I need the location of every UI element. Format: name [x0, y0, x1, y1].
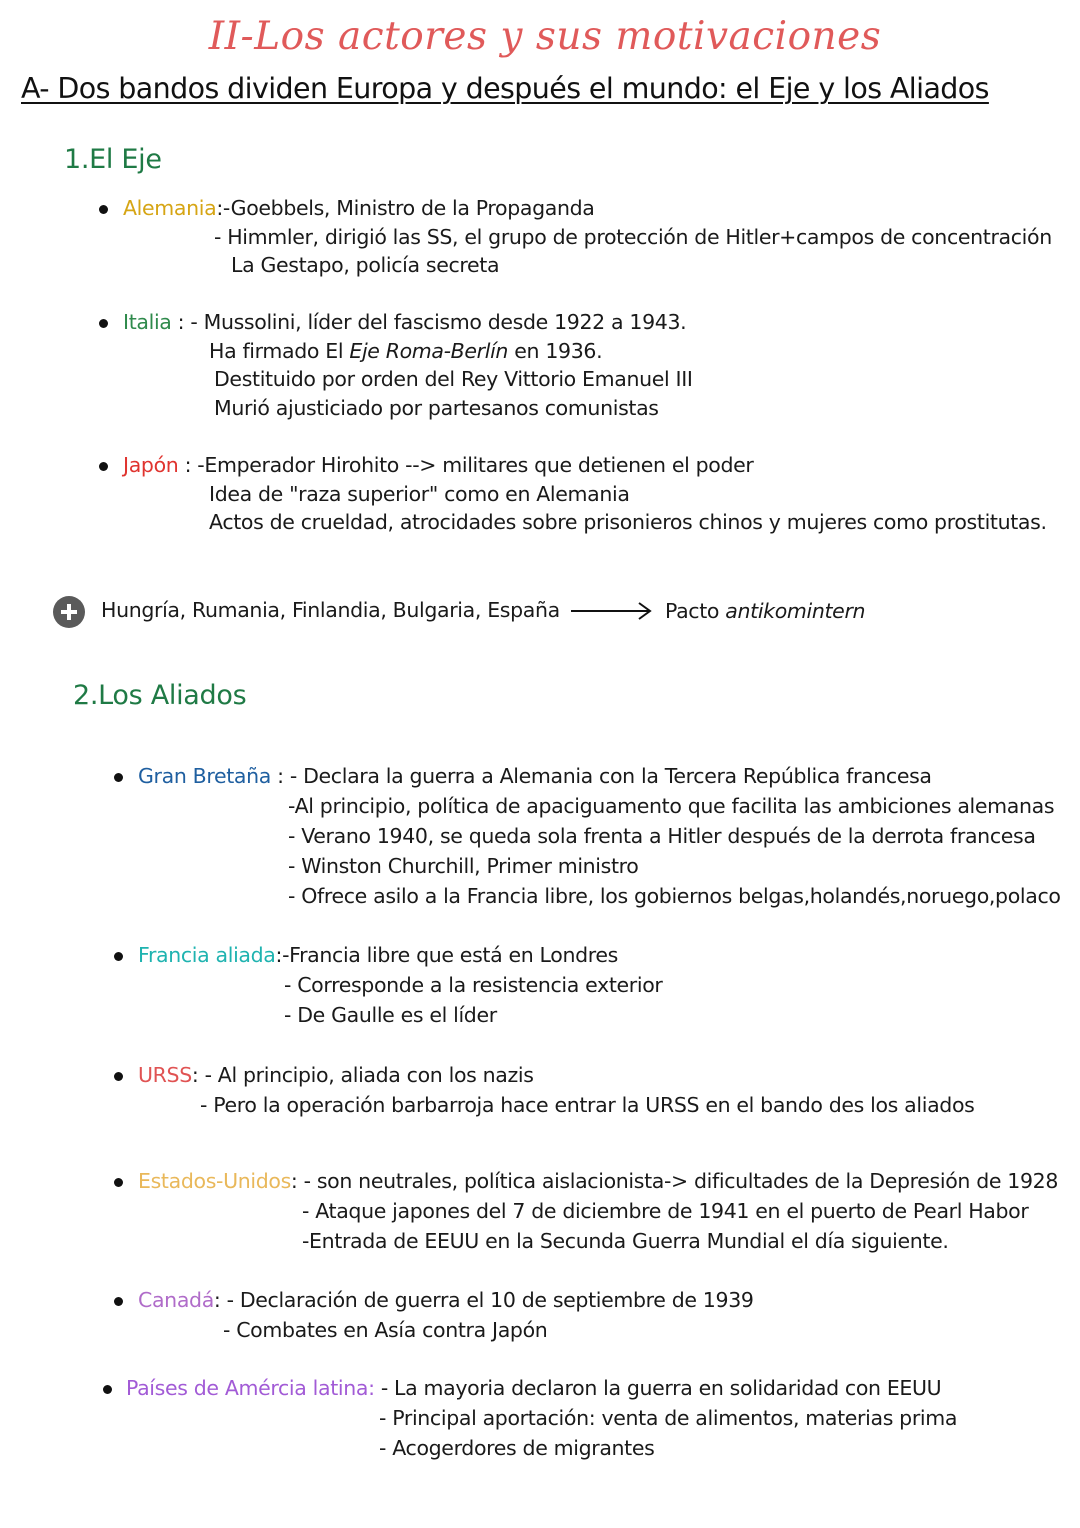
plus-circle-icon [53, 596, 85, 628]
urss-line-2: - Pero la operación barbarroja hace entrar la URSS en el bando des los aliados [200, 1093, 975, 1117]
country-japon: Japón [123, 453, 179, 477]
canada-line-2: - Combates en Asía contra Japón [223, 1318, 548, 1342]
eeuu-line-2: - Ataque japones del 7 de diciembre de 1941 en el puerto de Pearl Habor [302, 1199, 1029, 1223]
francia-line-3: - De Gaulle es el líder [284, 1003, 497, 1027]
country-urss: URSS [138, 1063, 192, 1087]
bullet-icon [114, 952, 123, 961]
country-francia: Francia aliada [138, 943, 276, 967]
section-subtitle: A- Dos bandos dividen Europa y después el mundo: el Eje y los Aliados [21, 72, 989, 105]
arrow-right-icon [571, 600, 653, 622]
heading-el-eje: 1.El Eje [64, 144, 162, 175]
alemania-line-3: La Gestapo, policía secreta [231, 253, 500, 277]
francia-line-2: - Corresponde a la resistencia exterior [284, 973, 663, 997]
italia-line-1: Italia : - Mussolini, líder del fascismo desde 1922 a 1943. [123, 310, 687, 334]
country-canada: Canadá [138, 1288, 214, 1312]
bullet-icon [114, 1072, 123, 1081]
latam-line-3: - Acogerdores de migrantes [379, 1436, 655, 1460]
gb-line-2: -Al principio, política de apaciguamento que facilita las ambiciones alemanas [288, 794, 1055, 818]
gb-line-3: - Verano 1940, se queda sola frenta a Hitler después de la derrota francesa [288, 824, 1036, 848]
japon-line-2: Idea de "raza superior" como en Alemania [209, 482, 630, 506]
page-title: II-Los actores y sus motivaciones [208, 14, 882, 59]
bullet-icon [99, 205, 108, 214]
country-latam: Países de Amércia latina: [126, 1376, 375, 1400]
italia-line-4: Murió ajusticiado por partesanos comunistas [214, 396, 659, 420]
japon-line-1: Japón : -Emperador Hirohito --> militares que detienen el poder [123, 453, 754, 477]
italia-line-2: Ha firmado El Eje Roma-Berlín en 1936. [209, 339, 603, 363]
bullet-icon [114, 773, 123, 782]
canada-line-1: Canadá: - Declaración de guerra el 10 de septiembre de 1939 [138, 1288, 754, 1312]
bullet-icon [103, 1385, 112, 1394]
gb-line-1: Gran Bretaña : - Declara la guerra a Alemania con la Tercera República francesa [138, 764, 932, 788]
urss-line-1: URSS: - Al principio, aliada con los nazis [138, 1063, 534, 1087]
bullet-icon [114, 1178, 123, 1187]
bullet-icon [99, 319, 108, 328]
country-gran-bretana: Gran Bretaña [138, 764, 271, 788]
alemania-line-1: Alemania:-Goebbels, Ministro de la Propaganda [123, 196, 595, 220]
francia-line-1: Francia aliada:-Francia libre que está en Londres [138, 943, 618, 967]
gb-line-5: - Ofrece asilo a la Francia libre, los gobiernos belgas,holandés,noruego,polaco [288, 884, 1061, 908]
alemania-line-2: - Himmler, dirigió las SS, el grupo de protección de Hitler+campos de concentración [214, 225, 1052, 249]
italia-line-3: Destituido por orden del Rey Vittorio Emanuel III [214, 367, 693, 391]
heading-los-aliados: 2.Los Aliados [73, 680, 247, 711]
latam-line-1: Países de Amércia latina: - La mayoria declaron la guerra en solidaridad con EEUU [126, 1376, 942, 1400]
latam-line-2: - Principal aportación: venta de alimentos, materias prima [379, 1406, 958, 1430]
country-eeuu: Estados-Unidos [138, 1169, 291, 1193]
pact-label: Pacto antikomintern [665, 599, 866, 623]
eeuu-line-3: -Entrada de EEUU en la Secunda Guerra Mundial el día siguiente. [302, 1229, 949, 1253]
other-countries: Hungría, Rumania, Finlandia, Bulgaria, España [101, 598, 560, 622]
country-alemania: Alemania [123, 196, 217, 220]
eeuu-line-1: Estados-Unidos: - son neutrales, política aislacionista-> dificultades de la Depresión de 1928 [138, 1169, 1059, 1193]
bullet-icon [99, 462, 108, 471]
japon-line-3: Actos de crueldad, atrocidades sobre prisonieros chinos y mujeres como prostitutas. [209, 510, 1047, 534]
gb-line-4: - Winston Churchill, Primer ministro [288, 854, 639, 878]
bullet-icon [114, 1297, 123, 1306]
country-italia: Italia [123, 310, 172, 334]
